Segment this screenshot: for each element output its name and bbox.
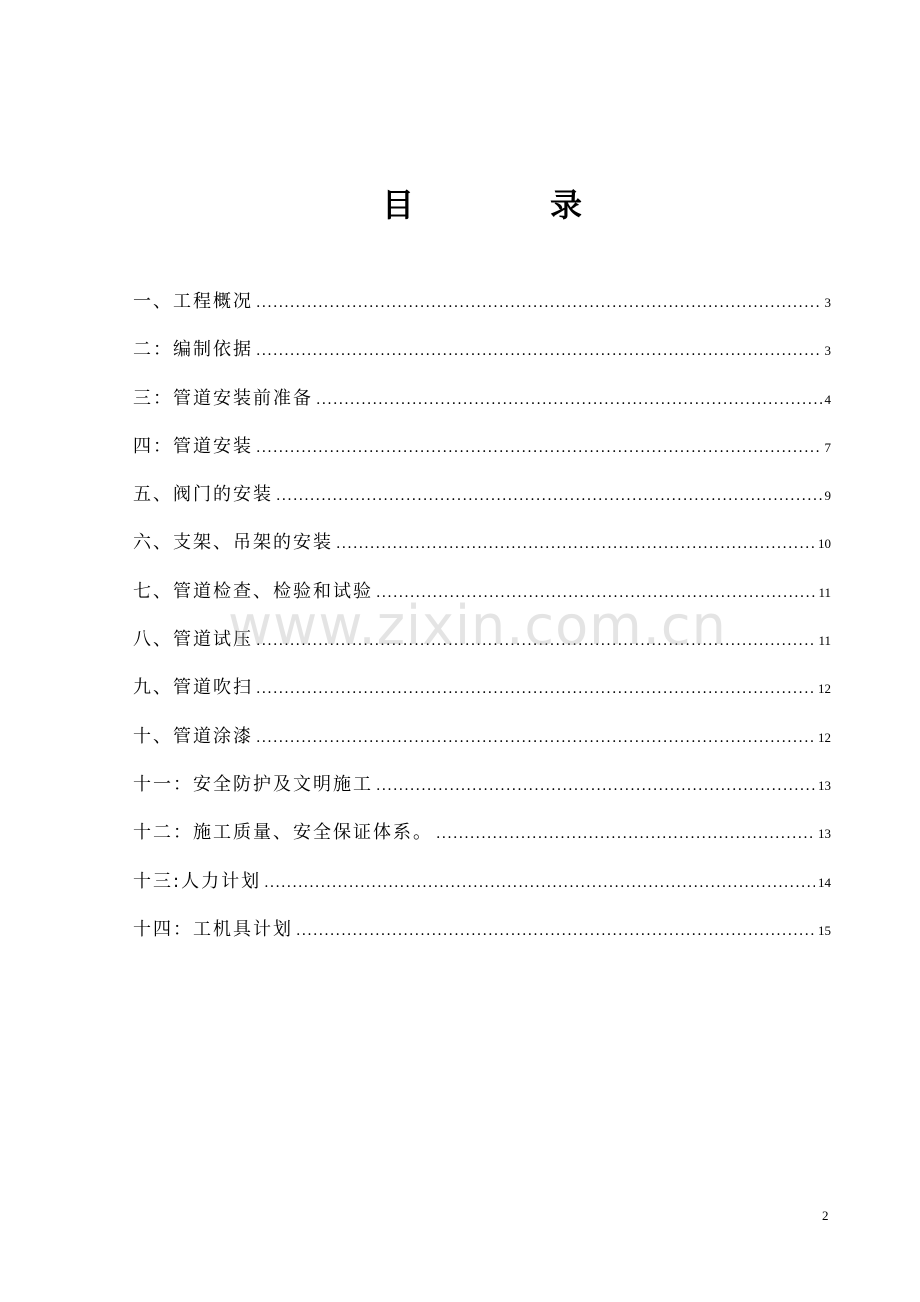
toc-entry-label: 五、阀门的安装 bbox=[133, 484, 273, 506]
toc-entry[interactable] bbox=[133, 672, 831, 720]
title-char-2: 录 bbox=[550, 186, 583, 224]
toc-entry[interactable] bbox=[133, 286, 831, 334]
toc-entry-label: 四：管道安装 bbox=[133, 435, 253, 457]
toc-entry-page: 14 bbox=[818, 874, 831, 890]
toc-entry-label: 三：管道安装前准备 bbox=[133, 387, 313, 409]
toc-entry-page: 3 bbox=[824, 295, 831, 310]
toc-leader-dots bbox=[316, 384, 822, 416]
toc-entry[interactable] bbox=[133, 479, 831, 527]
toc-entry-page: 7 bbox=[824, 439, 831, 455]
toc-leader-dots bbox=[276, 480, 822, 512]
toc-entry-page: 3 bbox=[824, 343, 831, 359]
toc-entry[interactable] bbox=[133, 431, 831, 479]
title-char-1: 目 bbox=[382, 186, 415, 224]
toc-entry-label: 十二：施工质量、安全保证体系。 bbox=[133, 822, 433, 844]
toc-entry-page: 13 bbox=[818, 777, 831, 793]
toc-leader-dots bbox=[376, 577, 815, 609]
table-of-contents bbox=[133, 286, 831, 962]
toc-entry[interactable] bbox=[133, 527, 831, 575]
toc-entry-label: 九、管道吹扫 bbox=[133, 677, 253, 699]
toc-entry-label: 七、管道检查、检验和试验 bbox=[133, 580, 373, 602]
toc-entry-label: 十三:人力计划 bbox=[133, 870, 262, 892]
toc-entry-page: 11 bbox=[818, 584, 831, 600]
toc-entry-label: 一、工程概况 bbox=[133, 291, 253, 312]
toc-entry[interactable] bbox=[133, 383, 831, 431]
toc-entry-label: 十、管道涂漆 bbox=[133, 725, 253, 747]
toc-entry-page: 15 bbox=[818, 922, 831, 938]
page-title bbox=[0, 180, 920, 230]
toc-leader-dots bbox=[436, 818, 815, 850]
toc-entry-page: 9 bbox=[824, 488, 831, 504]
toc-leader-dots bbox=[256, 722, 815, 754]
page-number: 2 bbox=[822, 1208, 829, 1223]
toc-leader-dots bbox=[256, 287, 822, 319]
toc-entry-label: 二：编制依据 bbox=[133, 339, 253, 361]
toc-entry-page: 10 bbox=[818, 536, 831, 552]
toc-entry[interactable] bbox=[133, 817, 831, 865]
toc-entry-label: 八、管道试压 bbox=[133, 629, 253, 651]
toc-leader-dots bbox=[296, 915, 815, 947]
toc-entry[interactable] bbox=[133, 624, 831, 672]
toc-entry-page: 4 bbox=[824, 391, 831, 407]
toc-leader-dots bbox=[256, 432, 822, 464]
toc-entry[interactable] bbox=[133, 334, 831, 382]
toc-leader-dots bbox=[256, 625, 815, 657]
toc-leader-dots bbox=[264, 867, 815, 899]
toc-leader-dots bbox=[336, 528, 815, 560]
toc-entry-page: 13 bbox=[818, 826, 831, 842]
toc-entry[interactable] bbox=[133, 914, 831, 962]
toc-entry-page: 11 bbox=[818, 633, 831, 649]
toc-entry-label: 十四：工机具计划 bbox=[133, 918, 293, 940]
toc-entry[interactable] bbox=[133, 721, 831, 769]
toc-leader-dots bbox=[376, 770, 815, 802]
toc-entry[interactable] bbox=[133, 866, 831, 914]
toc-leader-dots bbox=[256, 673, 815, 705]
toc-entry-page: 12 bbox=[818, 729, 831, 745]
toc-entry-page: 12 bbox=[818, 681, 831, 697]
toc-entry-label: 十一：安全防护及文明施工 bbox=[133, 773, 373, 795]
toc-leader-dots bbox=[256, 335, 822, 367]
toc-entry[interactable] bbox=[133, 769, 831, 817]
watermark: www.zixin.com.cn bbox=[228, 594, 727, 657]
toc-entry[interactable] bbox=[133, 576, 831, 624]
toc-entry-label: 六、支架、吊架的安装 bbox=[133, 532, 333, 554]
